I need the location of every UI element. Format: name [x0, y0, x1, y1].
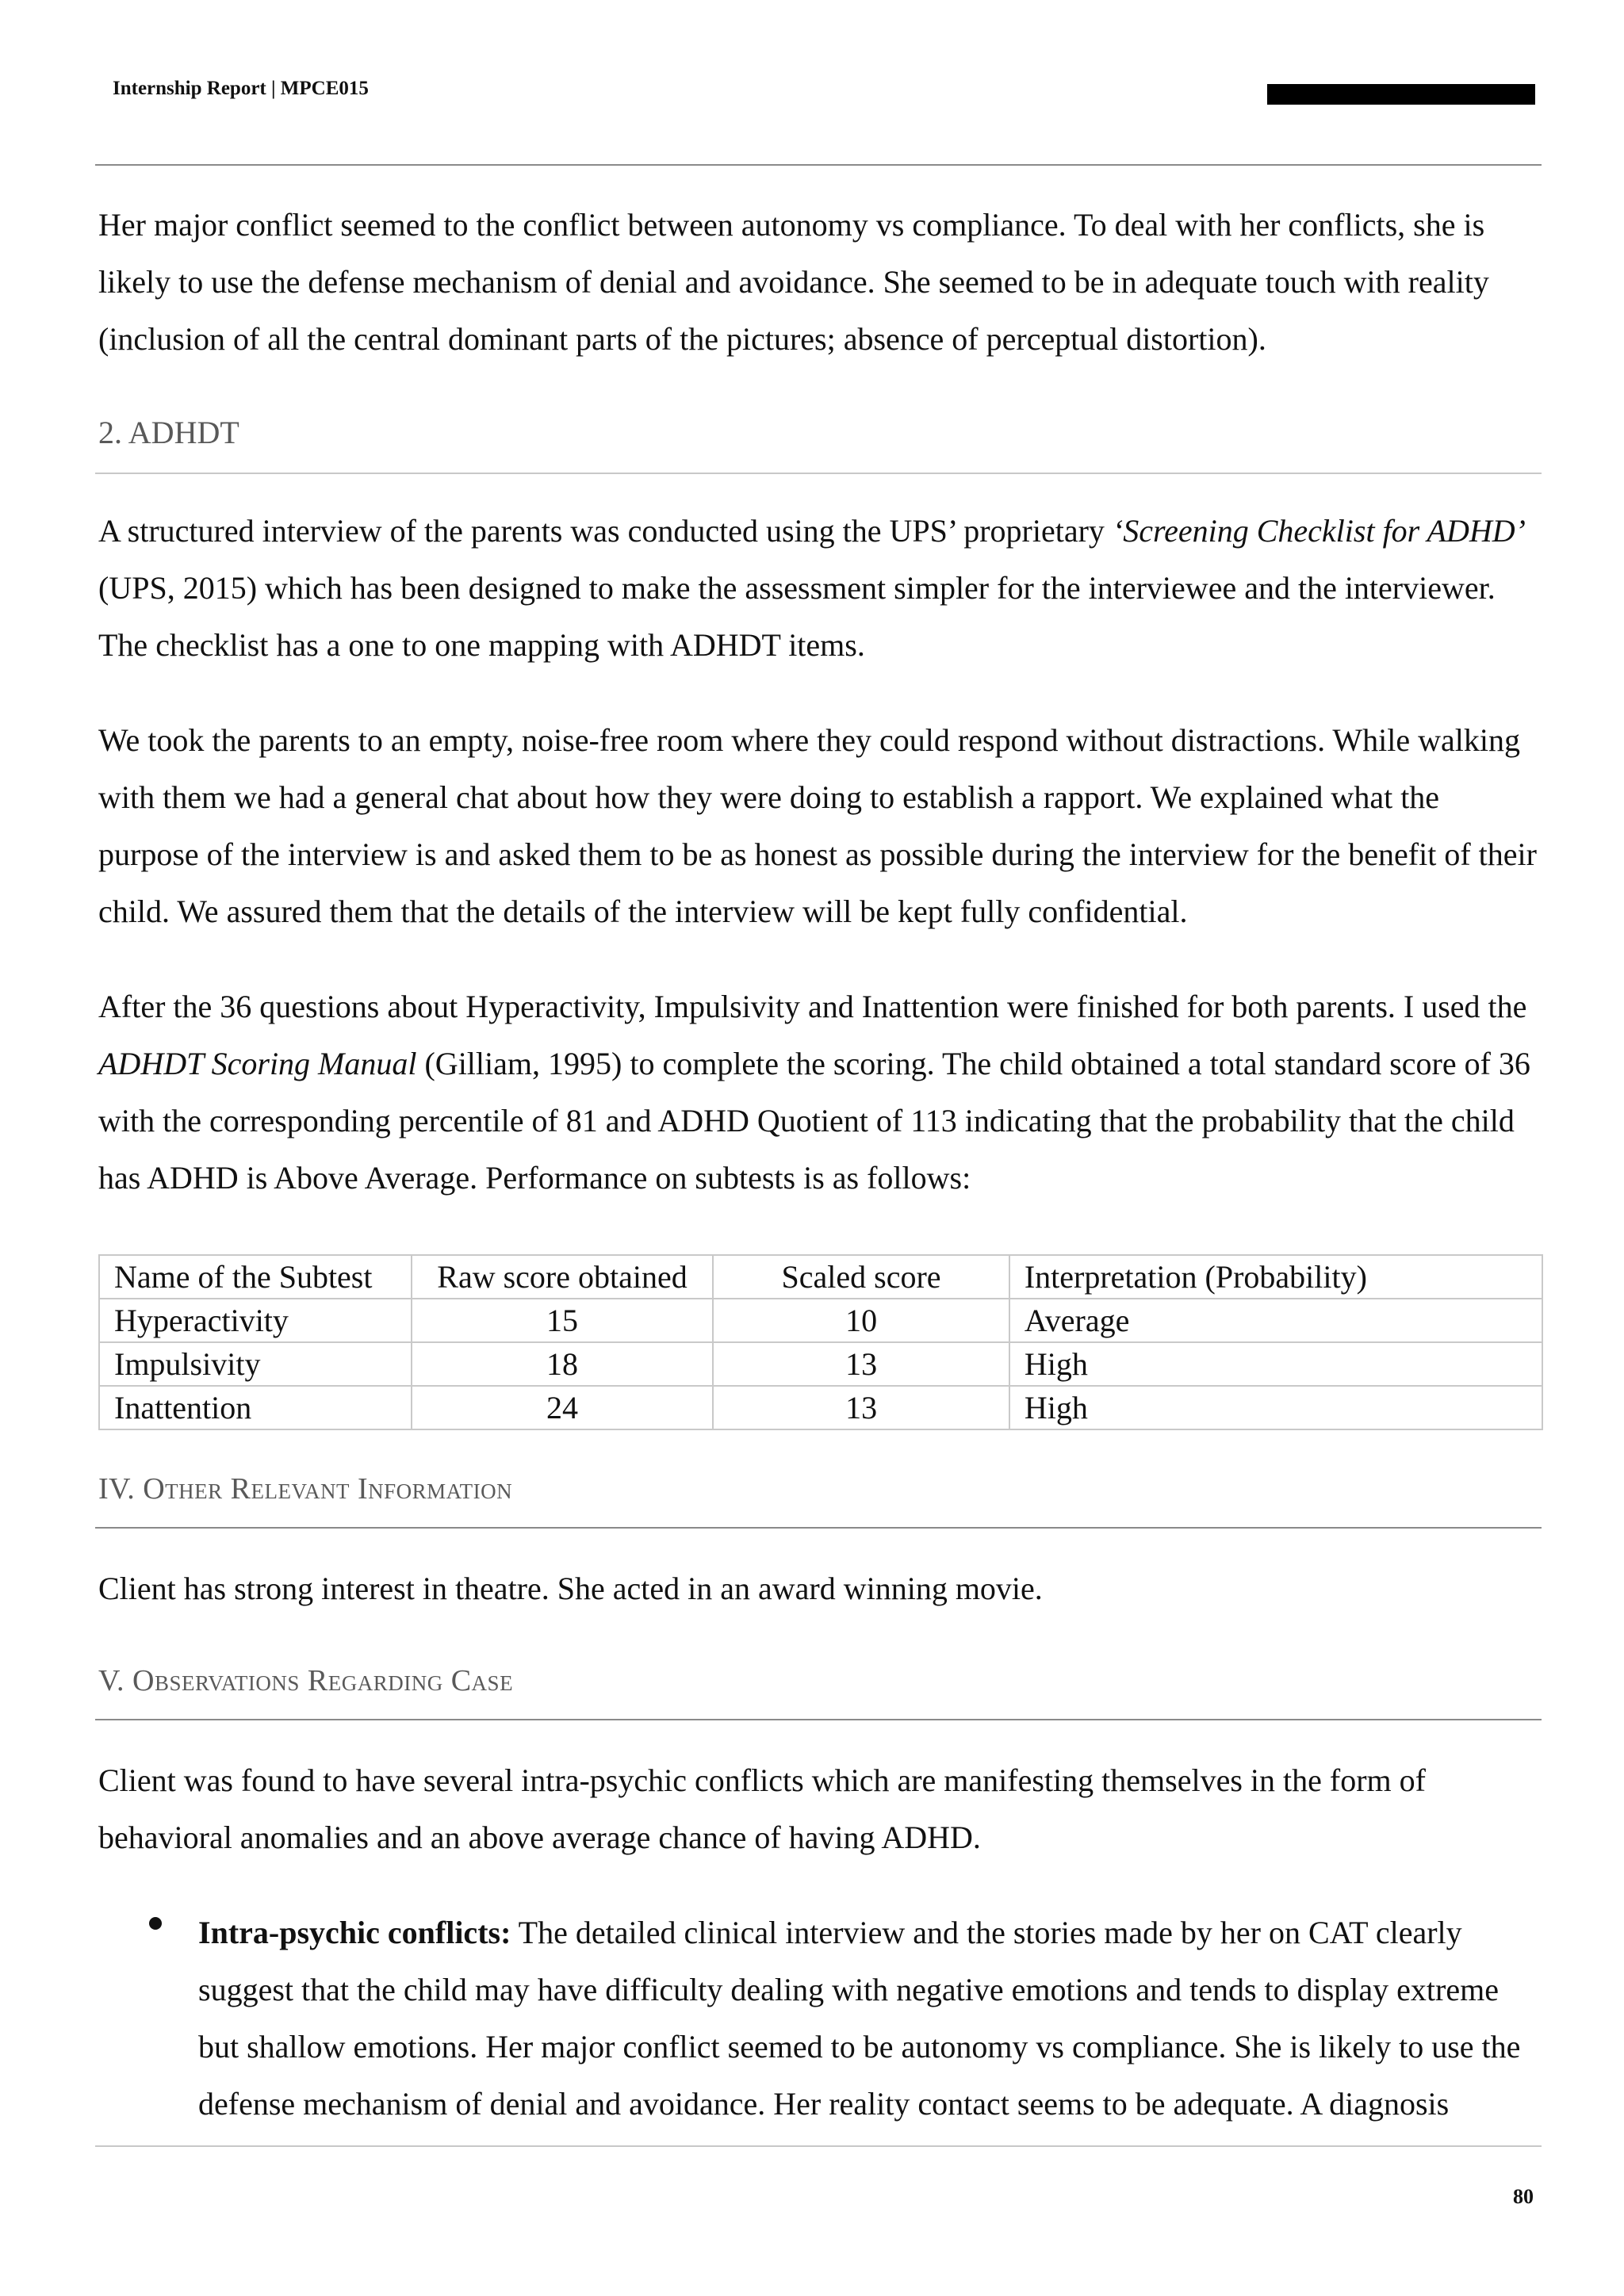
- page-number: 80: [1513, 2185, 1534, 2208]
- adhdt-p1-text-a: A structured interview of the parents was conducted using the UPS’ proprietary: [98, 513, 1113, 549]
- adhdt-paragraph-2: We took the parents to an empty, noise-free room where they could respond without distractions. While walking with them we had a general chat about how they were doing to establish a rapport. We explained what the purpose of the interview is and asked them to be as honest as possible during the interview for the benefit of their child. We assured them that the details of the interview will be kept fully confidential.: [98, 722, 1537, 929]
- adhdt-paragraph-3: [98, 978, 1546, 1207]
- adhdt-paragraph-1: [98, 503, 1546, 674]
- table-cell: 13: [713, 1386, 1009, 1429]
- adhdt-p1-text-b: (UPS, 2015) which has been designed to make the assessment simpler for the interviewee and the interviewer. The checklist has a one to one mapping with ADHDT items.: [98, 570, 1496, 663]
- bullet-dot: [149, 1917, 162, 1930]
- header-rule: [95, 164, 1542, 166]
- table-header-row: [99, 1255, 1542, 1299]
- intro-paragraph: Her major conflict seemed to the conflict between autonomy vs compliance. To deal with her conflicts, she is likely to use the defense mechanism of denial and avoidance. She seemed to be in adequate touch with reality (inclusion of all the central dominant parts of the pictures; absence of perceptual distortion).: [98, 207, 1489, 357]
- subtest-scores-table: [98, 1254, 1543, 1430]
- section-rule-adhdt: [95, 473, 1542, 474]
- table-cell: Impulsivity: [99, 1342, 412, 1386]
- table-cell: 15: [412, 1299, 714, 1342]
- table-header-cell: Scaled score: [713, 1255, 1009, 1299]
- table-cell: Hyperactivity: [99, 1299, 412, 1342]
- adhdt-p3-italic-title: ADHDT Scoring Manual: [98, 1046, 417, 1081]
- section-heading-other-info: IV. Other Relevant Information: [98, 1472, 513, 1506]
- other-info-paragraph: Client has strong interest in theatre. She acted in an award winning movie.: [98, 1571, 1043, 1606]
- section-heading-adhdt: 2. ADHDT: [98, 415, 239, 450]
- bullet-body: The detailed clinical interview and the stories made by her on CAT clearly suggest that the child may have difficulty dealing with negative emotions and tends to display extreme but shallow emotions. Her major conflict seemed to be autonomy vs compliance. She is likely to use the defense mechanism of denial and avoidance. Her reality contact seems to be adequate. A diagnosis: [198, 1915, 1521, 2122]
- running-header: Internship Report | MPCE015: [113, 78, 369, 99]
- table-header-cell: Name of the Subtest: [99, 1255, 412, 1299]
- table-header-cell: Interpretation (Probability): [1009, 1255, 1542, 1299]
- section-rule-other-info: [95, 1527, 1542, 1529]
- table-cell: 24: [412, 1386, 714, 1429]
- table-cell: Inattention: [99, 1386, 412, 1429]
- table-cell: 18: [412, 1342, 714, 1386]
- table-cell: High: [1009, 1342, 1542, 1386]
- table-cell: High: [1009, 1386, 1542, 1429]
- bullet-intra-psychic: [198, 1904, 1546, 2133]
- table-cell: 10: [713, 1299, 1009, 1342]
- observations-paragraph: Client was found to have several intra-psychic conflicts which are manifesting themselves in the form of behavioral anomalies and an above average chance of having ADHD.: [98, 1762, 1426, 1855]
- section-rule-observations: [95, 1719, 1542, 1720]
- redaction-bar: [1267, 84, 1535, 105]
- adhdt-p1-italic-title: ‘Screening Checklist for ADHD’: [1112, 513, 1526, 549]
- footer-rule: [95, 2145, 1542, 2147]
- adhdt-p3-text-b: (Gilliam, 1995) to complete the scoring. The child obtained a total standard score of 36 with the corresponding percentile of 81 and ADHD Quotient of 113 indicating that the probability that the child has ADHD is Above Average. Performance on subtests is as follows:: [98, 1046, 1530, 1196]
- table-header-cell: Raw score obtained: [412, 1255, 714, 1299]
- bullet-label: Intra-psychic conflicts:: [198, 1915, 511, 1950]
- adhdt-p3-text-a: After the 36 questions about Hyperactivity, Impulsivity and Inattention were finished for both parents. I used the: [98, 989, 1527, 1024]
- table-cell: 13: [713, 1342, 1009, 1386]
- section-heading-observations: V. Observations Regarding Case: [98, 1664, 514, 1697]
- table-row: [99, 1342, 1542, 1386]
- table-row: [99, 1386, 1542, 1429]
- table-row: [99, 1299, 1542, 1342]
- table-cell: Average: [1009, 1299, 1542, 1342]
